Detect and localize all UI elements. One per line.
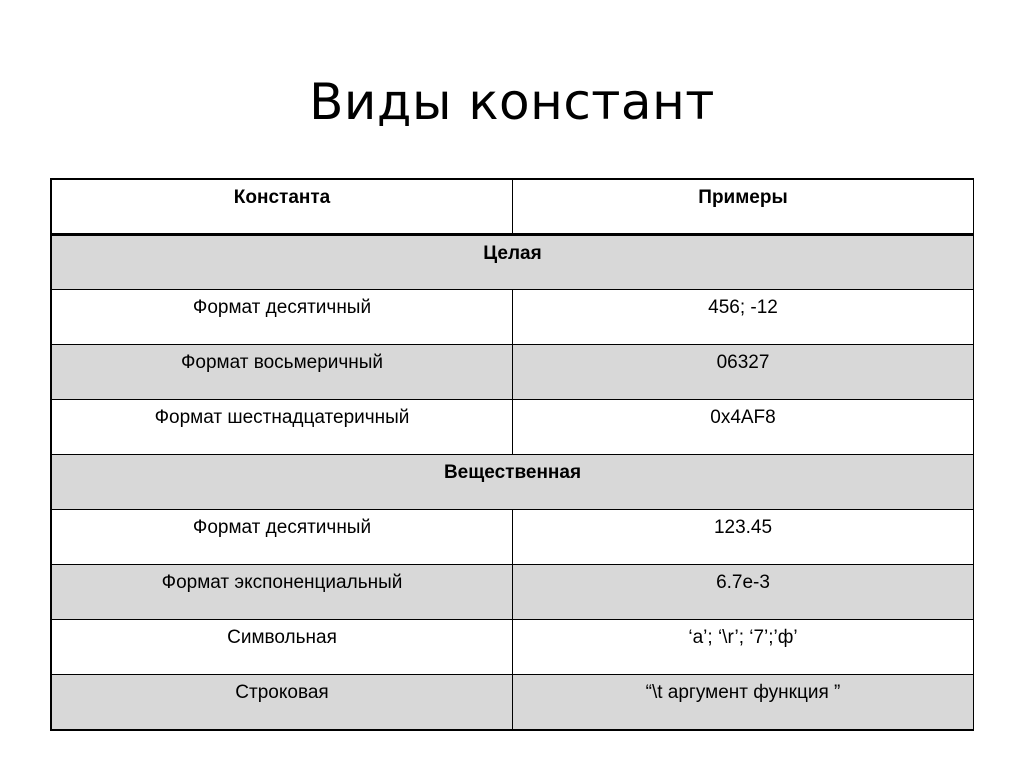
example-cell: 06327 [513,345,974,400]
table-row [52,510,974,565]
table-row [52,400,974,455]
table-row [52,345,974,400]
table-row [52,675,974,730]
table-row [52,290,974,345]
section-row-integer [52,235,974,290]
example-cell: 456; -12 [513,290,974,345]
constant-type-cell: Формат десятичный [52,510,513,565]
constant-type-cell: Формат десятичный [52,290,513,345]
section-row-real [52,455,974,510]
column-header-examples: Примеры [513,180,974,235]
example-cell: “\t аргумент функция ” [513,675,974,730]
constant-type-cell: Формат шестнадцатеричный [52,400,513,455]
section-label: Целая [52,235,974,290]
constant-type-cell: Формат экспоненциальный [52,565,513,620]
section-label: Вещественная [52,455,974,510]
table-row [52,620,974,675]
example-cell: ‘a’; ‘\r’; ‘7’;’ф’ [513,620,974,675]
example-cell: 123.45 [513,510,974,565]
table-header-row [52,180,974,235]
table-row [52,565,974,620]
column-header-constant: Константа [52,180,513,235]
example-cell: 0x4AF8 [513,400,974,455]
constant-type-cell: Символьная [52,620,513,675]
constant-type-cell: Формат восьмеричный [52,345,513,400]
example-cell: 6.7e-3 [513,565,974,620]
constants-table [50,178,974,731]
page-title: Виды констант [309,73,715,131]
constant-type-cell: Строковая [52,675,513,730]
constants-table-grid [51,179,974,730]
